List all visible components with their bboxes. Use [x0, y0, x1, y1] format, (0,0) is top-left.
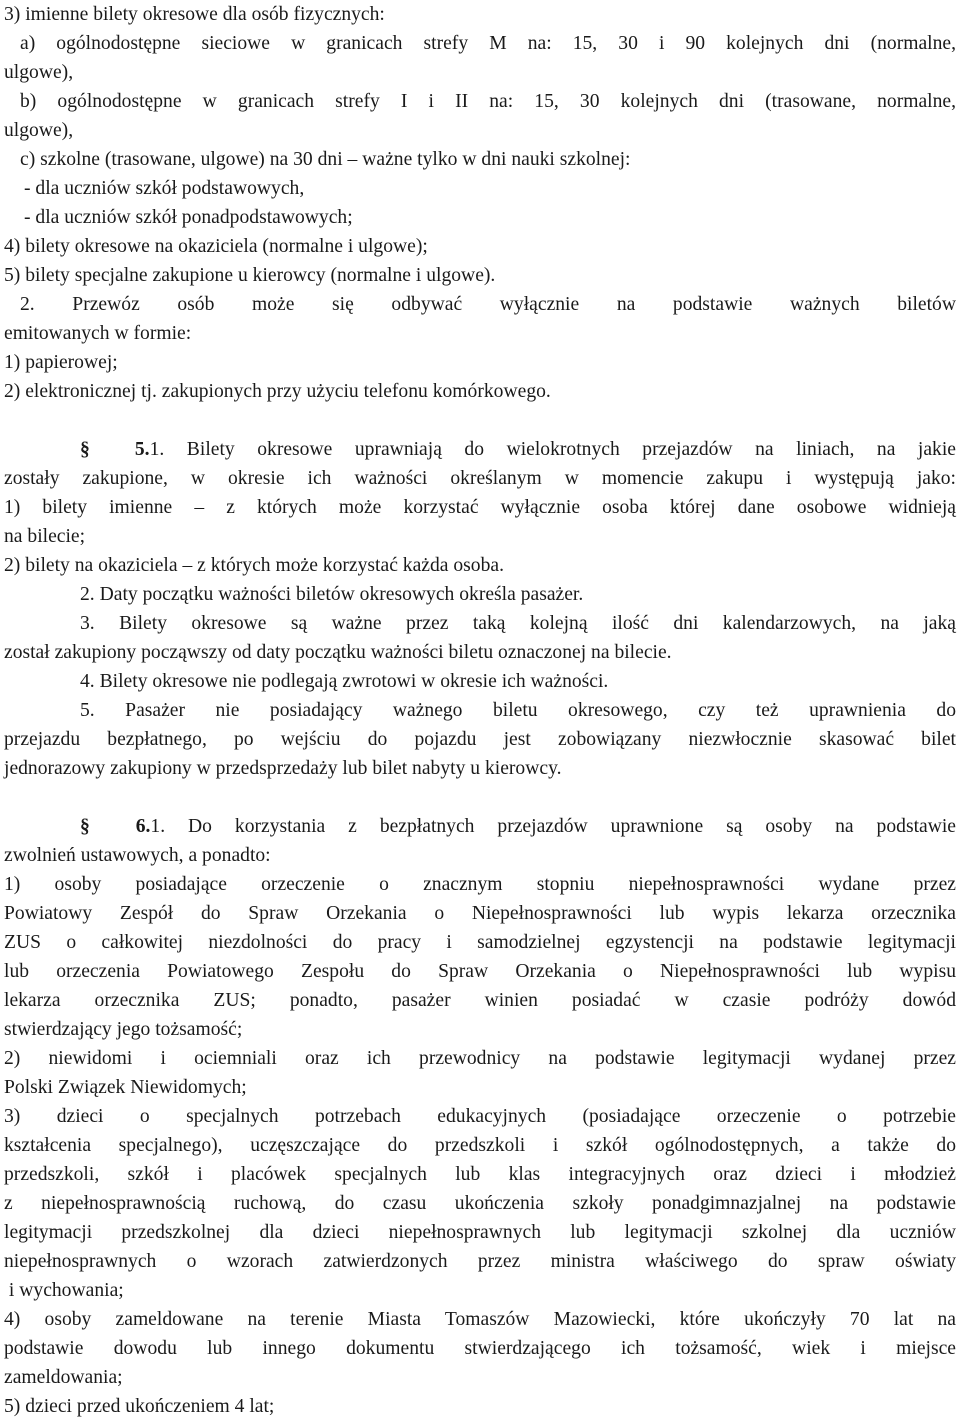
paragraph-line: z niepełnosprawnością ruchową, do czasu ukończenia szkoły ponadgimnazjalnej na podstawie — [4, 1193, 956, 1214]
paragraph-line: 4) osoby zameldowane na terenie Miasta Tomaszów Mazowiecki, które ukończyły 70 lat na — [4, 1309, 956, 1330]
section-6 — [4, 812, 956, 1421]
section-number: 5. — [134, 439, 150, 460]
section-5 — [4, 435, 956, 783]
list-item: b) ogólnodostępne w granicach strefy I i II na: 15, 30 kolejnych dni (trasowane, normalne, — [20, 91, 956, 112]
paragraph-line: zameldowania; — [4, 1367, 123, 1388]
paragraph-line: zwolnień ustawowych, a ponadto: — [4, 845, 271, 866]
paragraph-line: 2. Daty początku ważności biletów okresowych określa pasażer. — [80, 584, 584, 605]
paragraph-line: kształcenia specjalnego), uczęszczające do przedszkoli i szkół ogólnodostępnych, a także do — [4, 1135, 956, 1156]
paragraph-line: 2) bilety na okaziciela – z których może korzystać każda osoba. — [4, 555, 504, 576]
list-item: 2) elektronicznej tj. zakupionych przy użyciu telefonu komórkowego. — [4, 381, 551, 402]
list-item: a) ogólnodostępne sieciowe w granicach strefy M na: 15, 30 i 90 kolejnych dni (normalne, — [20, 33, 956, 54]
paragraph-line: 1) osoby posiadające orzeczenie o znacznym stopniu niepełnosprawności wydane przez — [4, 874, 956, 895]
paragraph-line: 4. Bilety okresowe nie podlegają zwrotowi w okresie ich ważności. — [80, 671, 609, 692]
paragraph-line: przedszkoli, szkół i placówek specjalnych lub klas integracyjnych oraz dzieci i młodzież — [4, 1164, 956, 1185]
paragraph-line: niepełnosprawnych o wzorach zatwierdzonych przez ministra właściwego do spraw oświaty — [4, 1251, 956, 1272]
paragraph-line: podstawie dowodu lub innego dokumentu stwierdzającego ich tożsamość, wiek i miejsce — [4, 1338, 956, 1359]
section-first-line: 1. Do korzystania z bezpłatnych przejazdów uprawnione są osoby na podstawie — [150, 816, 956, 837]
paragraph-line: 3. Bilety okresowe są ważne przez taką kolejną ilość dni kalendarzowych, na jaką — [80, 613, 956, 634]
paragraph-line: 2) niewidomi i ociemniali oraz ich przewodnicy na podstawie legitymacji wydanej przez — [4, 1048, 956, 1069]
paragraph-line: lub orzeczenia Powiatowego Zespołu do Spraw Orzekania o Niepełnosprawności lub wypisu — [4, 961, 956, 982]
paragraph-line: 1) bilety imienne – z których może korzystać wyłącznie osoba której dane osobowe widnieją — [4, 497, 956, 518]
paragraph-line: 5. Pasażer nie posiadający ważnego biletu okresowego, czy też uprawnienia do — [80, 700, 956, 721]
section-number: 6. — [135, 816, 151, 837]
section-6-heading-line — [4, 812, 956, 841]
paragraph-line: Powiatowy Zespół do Spraw Orzekania o Niepełnosprawności lub wypis lekarza orzecznika — [4, 903, 956, 924]
paragraph-line: na bilecie; — [4, 526, 86, 547]
list-item: - dla uczniów szkół ponadpodstawowych; — [24, 207, 353, 228]
list-item: 1) papierowej; — [4, 352, 118, 373]
section-first-line: 1. Bilety okresowe uprawniają do wielokrotnych przejazdów na liniach, na jakie — [149, 439, 956, 460]
paragraph-line: 3) dzieci o specjalnych potrzebach edukacyjnych (posiadające orzeczenie o potrzebie — [4, 1106, 956, 1127]
paragraph-line: ZUS o całkowitej niezdolności do pracy i samodzielnej egzystencji na podstawie legitymacji — [4, 932, 956, 953]
paragraph-line: przejazdu bezpłatnego, po wejściu do pojazdu jest zobowiązany niezwłocznie skasować bilet — [4, 729, 956, 750]
section-symbol: § — [80, 816, 90, 837]
paragraph-line: zostały zakupione, w okresie ich ważności określanym w momencie zakupu i występują jako: — [4, 468, 956, 489]
section-5-heading-line — [4, 435, 956, 464]
paragraph-line: stwierdzający jego tożsamość; — [4, 1019, 243, 1040]
paragraph-line: emitowanych w formie: — [4, 323, 192, 344]
paragraph-line: i wychowania; — [4, 1280, 124, 1301]
paragraph-line: legitymacji przedszkolnej dla dzieci niepełnosprawnych lub legitymacji szkolnej dla uczniów — [4, 1222, 956, 1243]
list-item: 3) imienne bilety okresowe dla osób fizycznych: — [4, 4, 385, 25]
list-item: ulgowe), — [4, 62, 74, 83]
list-item: - dla uczniów szkół podstawowych, — [24, 178, 305, 199]
section-symbol: § — [80, 439, 90, 460]
spacer — [4, 406, 956, 435]
paragraph-line: 5) dzieci przed ukończeniem 4 lat; — [4, 1396, 275, 1417]
block-tickets-list — [4, 0, 956, 406]
list-item: 4) bilety okresowe na okaziciela (normalne i ulgowe); — [4, 236, 428, 257]
list-item: c) szkolne (trasowane, ulgowe) na 30 dni – ważne tylko w dni nauki szkolnej: — [20, 149, 631, 170]
paragraph-line: został zakupiony począwszy od daty początku ważności biletu oznaczonej na bilecie. — [4, 642, 672, 663]
paragraph-line: jednorazowy zakupiony w przedsprzedaży lub bilet nabyty u kierowcy. — [4, 758, 562, 779]
paragraph-line: 2. Przewóz osób może się odbywać wyłącznie na podstawie ważnych biletów — [20, 294, 956, 315]
paragraph-line: lekarza orzecznika ZUS; ponadto, pasażer winien posiadać w czasie podróży dowód — [4, 990, 956, 1011]
list-item: 5) bilety specjalne zakupione u kierowcy (normalne i ulgowe). — [4, 265, 496, 286]
paragraph-line: Polski Związek Niewidomych; — [4, 1077, 247, 1098]
list-item: ulgowe), — [4, 120, 74, 141]
spacer — [4, 783, 956, 812]
